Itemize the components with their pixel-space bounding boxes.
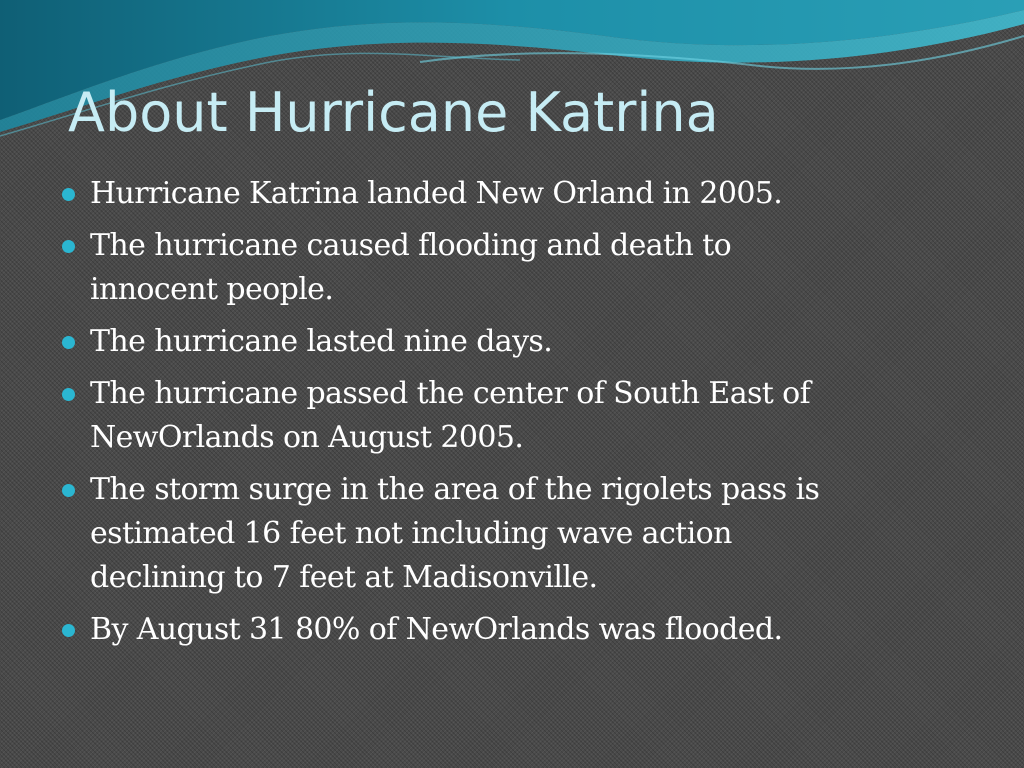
slide-title: About Hurricane Katrina bbox=[68, 81, 719, 144]
bullet-text: By August 31 80% of NewOrlands was flooded. bbox=[90, 612, 783, 647]
bullet-text: The hurricane lasted nine days. bbox=[90, 324, 553, 359]
bullet-text: Hurricane Katrina landed New Orland in 2005. bbox=[90, 176, 783, 211]
bullet-text: The storm surge in the area of the rigolets pass is estimated 16 feet not including wave action declining to 7 feet at Madisonville. bbox=[90, 472, 820, 595]
bullet-dot-icon bbox=[62, 240, 75, 253]
bullet-dot-icon bbox=[62, 624, 75, 637]
bullet-dot-icon bbox=[62, 188, 75, 201]
bullet-dot-icon bbox=[62, 336, 75, 349]
bullet-item bbox=[62, 224, 852, 312]
bullet-text: The hurricane caused flooding and death to innocent people. bbox=[90, 228, 732, 307]
bullet-dot-icon bbox=[62, 388, 75, 401]
bullet-item bbox=[62, 172, 852, 216]
bullet-list bbox=[62, 172, 852, 660]
bullet-item bbox=[62, 372, 852, 460]
bullet-item bbox=[62, 320, 852, 364]
bullet-text: The hurricane passed the center of South East of NewOrlands on August 2005. bbox=[90, 376, 811, 455]
bullet-dot-icon bbox=[62, 484, 75, 497]
bullet-item bbox=[62, 468, 852, 600]
bullet-item bbox=[62, 608, 852, 652]
